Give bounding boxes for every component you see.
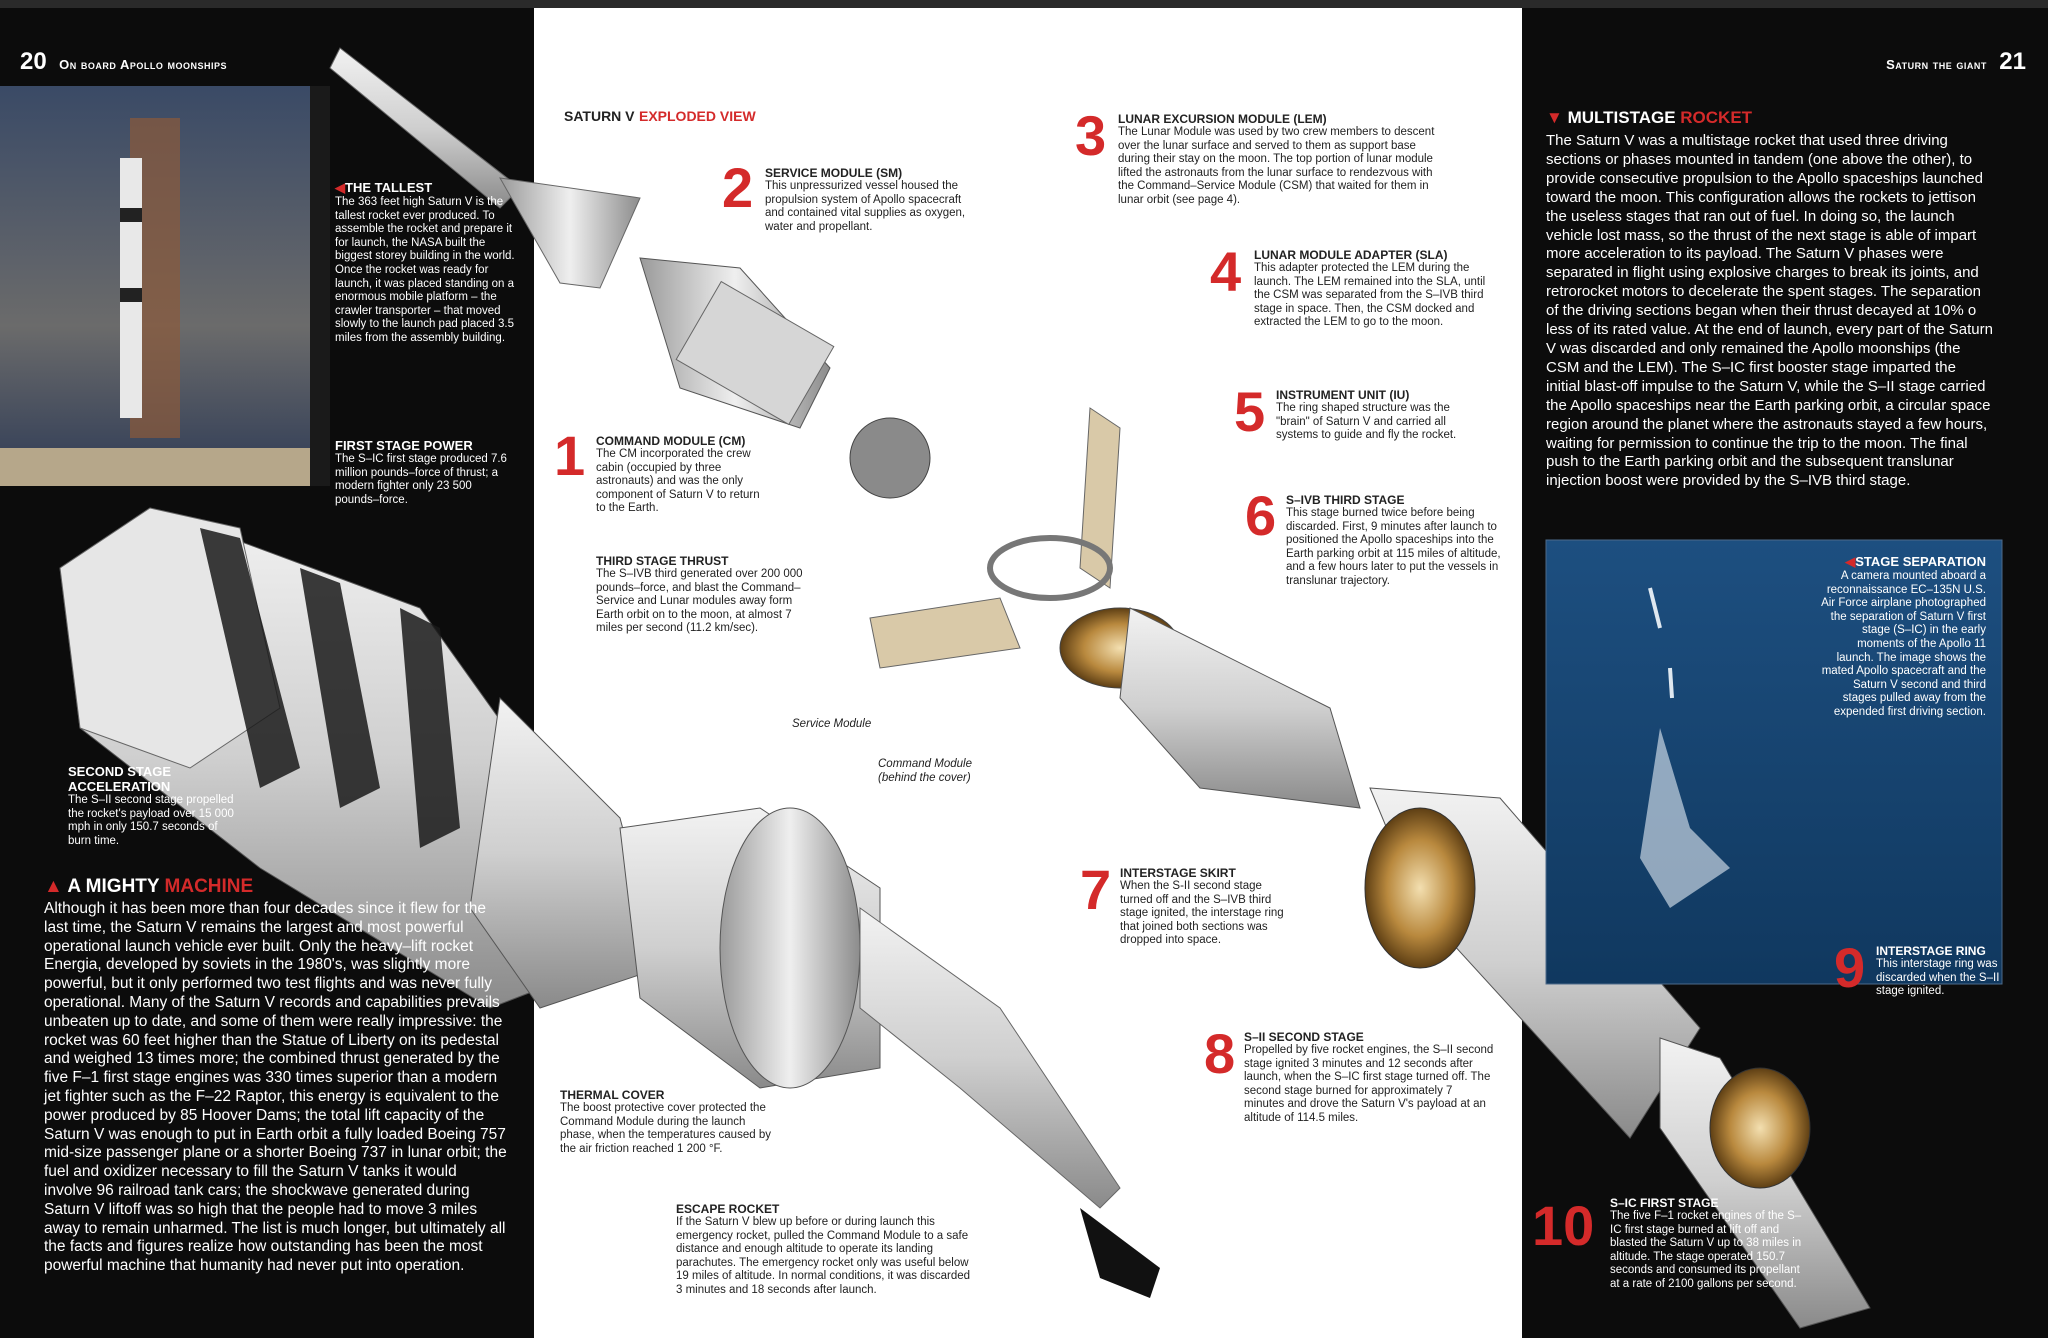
- tallest-box: ◀THE TALLEST The 363 feet high Saturn V is the tallest rocket ever produced. To assemble the rocket and prepare it for launch, the NASA built the biggest storey building in the world. Once the rocket was ready for launch, it was placed standing on a enormous mobile platform – the crawler transporter – that moved slowly to the launch pad placed 3.5 miles from the assembly building.: [335, 180, 519, 346]
- callout-5-text: The ring shaped structure was the "brain" of Saturn V and carried all systems to guide and fly the rocket.: [1276, 402, 1457, 442]
- callout-second-stage: [1244, 1030, 1494, 1126]
- exploded-heading-black: SATURN V: [564, 108, 635, 124]
- callout-7-text: When the S-II second stage turned off and the S–IVB third stage ignited, the interstage ring that joined both sections was dropped into space.: [1120, 880, 1284, 947]
- escape-rocket-heading: ESCAPE ROCKET: [676, 1202, 780, 1216]
- multistage-heading-white: MULTISTAGE: [1567, 108, 1676, 127]
- mighty-machine-heading-white: A MIGHTY: [67, 876, 160, 897]
- callout-4-heading: LUNAR MODULE ADAPTER (SLA): [1254, 248, 1448, 262]
- exploded-view-heading: [564, 108, 756, 126]
- callout-interstage-skirt: [1120, 866, 1290, 948]
- exploded-heading-red: EXPLODED VIEW: [638, 108, 756, 124]
- stage-separation-heading: STAGE SEPARATION: [1855, 554, 1986, 569]
- callout-instrument-unit: [1276, 388, 1486, 443]
- callout-lunar-module-adapter: [1254, 248, 1500, 330]
- second-stage-acceleration-heading: SECOND STAGE ACCELERATION: [68, 764, 172, 794]
- third-stage-thrust-text: The S–IVB third generated over 200 000 pounds–force, and blast the Command–Service and Lunar modules away form Earth orbit on to the moon, at almost 7 miles per second (11.2 km/sec).: [596, 568, 803, 635]
- mighty-machine-box: ▲ A MIGHTY MACHINE Although it has been more than four decades since it flew for the last time, the Saturn V remains the largest and most powerful operational launch vehicle ever built. Only the heavy–lift rocket Energia, developed by soviets in the 1980's, was slightly more powerful, but it only performed two test flights and was never fully operational. Many of the Saturn V records and capabilities prevails unbeaten up to date, and some of them were really impressive: the rocket was 60 feet higher than the Statue of Liberty on its pedestal and weighed 13 times more; the combined thrust generated by the five F–1 first stage engines was 330 times superior than a modern jet fighter such as the F–22 Raptor, this energy is equivalent to the power produced by 85 Hoover Dams; the total lift capacity of the Saturn V was enough to put in Earth orbit a fully loaded Boeing 757 mid-size passenger plane or a shorter Boeing 737 in lunar orbit; the fuel and oxidizer necessary to fill the Saturn V tanks it would involve 96 railroad tank cars; the shockwave generated during Saturn V liftoff was so high that the people had to move 3 miles away to remain unharmed. The list is much longer, but ultimately all the facts and figures realize how outstanding has been the most powerful machine that humanity had never put into operation.: [44, 876, 507, 1275]
- tallest-heading: THE TALLEST: [345, 180, 433, 195]
- callout-number-8: 8: [1204, 1022, 1236, 1085]
- mighty-machine-heading-red: MACHINE: [164, 876, 254, 897]
- top-bar: [0, 0, 2048, 8]
- callout-2-heading: SERVICE MODULE (SM): [765, 166, 903, 180]
- multistage-box: ▼ MULTISTAGE ROCKET The Saturn V was a multistage rocket that used three driving sections or phases mounted in tandem (one above the other), to provide consecutive propulsion to the Apollo spaceships launched toward the moon. This configuration allows the rockets to jettison the useless stages that ran out of fuel. In doing so, the launch vehicle lost mass, so the thrust of the next stage is able of impart more acceleration to its payload. The Saturn V phases were separated in flight using explosive charges to break its joints, and retrorocket motors to decelerate the spent stages. The separation of the driving sections began when their thrust decayed at 10% o less of its rated value. At the end of launch, every part of the Saturn V was discarded and only remained the Apollo moonships (the CSM and the LEM). The S–IC first booster stage imparted the initial blast-off impulse to the Saturn V, while the S–II stage carried the Apollo spaceships near the Earth parking orbit, a circular space region around the planet where the astronauts stayed a few hours, waiting for permission to continue the trip to the moon. The final push to the Earth parking orbit and the subsequent translunar injection boost were provided by the S–IVB third stage.: [1546, 108, 1993, 490]
- second-stage-acceleration-text: The S–II second stage propelled the rocket's payload over 15 000 mph in only 150.7 seconds of burn time.: [68, 794, 234, 847]
- callout-7-heading: INTERSTAGE SKIRT: [1120, 866, 1236, 880]
- callout-1-text: The CM incorporated the crew cabin (occupied by three astronauts) and was the only component of Saturn V to return to the Earth.: [596, 448, 760, 515]
- first-stage-power-box: [335, 438, 519, 507]
- stage-separation-text: A camera mounted aboard a reconnaissance EC–135N U.S. Air Force airplane photographed the separation of Saturn V first stage (S–IC) in the early moments of the Apollo 11 launch. The image shows the mated Apollo spacecraft and the Saturn V second and third stages pulled away from the expended first driving section.: [1821, 570, 1986, 718]
- thermal-cover-heading: THERMAL COVER: [560, 1088, 665, 1102]
- callout-number-5: 5: [1234, 380, 1266, 443]
- callout-third-stage: [1286, 493, 1506, 589]
- callout-number-10: 10: [1532, 1194, 1595, 1257]
- callout-10-text: The five F–1 rocket engines of the S–IC first stage burned at lift off and blasted the Saturn V up to 38 miles in altitude. The stage operated 150.7 seconds and consumed its propellant at a rate of 2100 gallons per second.: [1610, 1210, 1802, 1290]
- callout-4-text: This adapter protected the LEM during the launch. The LEM remained into the SLA, until the CSM was separated from the S–IVB third stage in space. Then, the CSM docked and extracted the LEM to go to the moon.: [1254, 262, 1486, 329]
- callout-9-text: This interstage ring was discarded when the S–II stage ignited.: [1876, 958, 2000, 998]
- callout-8-text: Propelled by five rocket engines, the S–II second stage ignited 3 minutes and 12 seconds after launch, when the S–IC first stage turned off. The second stage burned for approximately 7 minutes and drove the Saturn V's payload at an altitude of 114.5 miles.: [1244, 1044, 1494, 1124]
- page-number-right: 21: [1999, 48, 2026, 75]
- callout-first-stage: [1610, 1196, 1810, 1292]
- label-service-module: Service Module: [792, 718, 872, 730]
- thermal-cover-text: The boost protective cover protected the Command Module during the launch phase, when the temperatures caused by the air friction reached 1 200 °F.: [560, 1102, 771, 1155]
- callout-1-heading: COMMAND MODULE (CM): [596, 434, 746, 448]
- assembly-photo: [0, 86, 330, 486]
- tallest-text: The 363 feet high Saturn V is the tallest rocket ever produced. To assemble the rocket and prepare it for launch, the NASA built the biggest storey building in the world. Once the rocket was ready for launch, it was placed standing on a enormous mobile platform – the crawler transporter – that moved slowly to the launch pad placed 3.5 miles from the assembly building.: [335, 196, 515, 344]
- callout-8-heading: S–II SECOND STAGE: [1244, 1030, 1364, 1044]
- first-stage-power-text: The S–IC first stage produced 7.6 million pounds–force of thrust; a modern fighter only 23 500 pounds–force.: [335, 453, 507, 506]
- callout-6-text: This stage burned twice before being discarded. First, 9 minutes after launch to positioned the Apollo spaceships into the Earth parking orbit at 115 miles of altitude, and a few hours later to put the vessels in translunar trajectory.: [1286, 507, 1501, 587]
- left-folio: [20, 48, 227, 76]
- page-number-left: 20: [20, 48, 47, 75]
- thermal-cover-box: [560, 1088, 780, 1156]
- callout-3-heading: LUNAR EXCURSION MODULE (LEM): [1118, 112, 1327, 126]
- callout-number-3: 3: [1075, 104, 1107, 167]
- callout-command-module: [596, 434, 766, 516]
- multistage-heading-red: ROCKET: [1680, 108, 1753, 127]
- mighty-machine-text: Although it has been more than four decades since it flew for the last time, the Saturn V remains the largest and most powerful operational launch vehicle ever built. Only the heavy–lift rocket Energia, developed by soviets in the 1980's, was slightly more powerful, but it only performed two test flights and was never fully operational. Many of the Saturn V records and capabilities prevails unbeaten up to date, and some of them were really impressive: the rocket was 60 feet higher than the Statue of Liberty on its pedestal and weighed 13 times more; the combined thrust generated by the five F–1 first stage engines was 330 times superior than a modern jet fighter such as the F–22 Raptor, this energy is equivalent to the power produced by 85 Hoover Dams; the total lift capacity of the Saturn V was enough to put in Earth orbit a fully loaded Boeing 757 mid-size passenger plane or a shorter Boeing 737 in lunar orbit; the fuel and oxidizer necessary to fill the Saturn V tanks it would involve 96 railroad tank cars; the shockwave generated during Saturn V liftoff was so high that the people had to move 3 miles away to remain unharmed. The list is much longer, but ultimately all the facts and figures realize how outstanding has been the most powerful machine that humanity had never put into operation.: [44, 900, 507, 1275]
- multistage-text: The Saturn V was a multistage rocket that used three driving sections or phases mounted in tandem (one above the other), to provide consecutive propulsion to the Apollo spaceships launched toward the moon. This configuration allows the rockets to jettison the useless stages that ran out of fuel. In doing so, the launch vehicle lost mass, so the thrust of the next stage is able of impart more acceleration to its payload. The Saturn V phases were separated in flight using explosive charges to break its joints, and retrorocket motors to decelerate the spent stages. The separation of the driving sections began when their thrust decayed at 10% o less of its rated value. At the end of launch, every part of the Saturn V was discarded and only remained the Apollo moonships (the CSM and the LEM). The S–IC first booster stage imparted the initial blast-off impulse to the Saturn V, while the S–II stage carried the Apollo spaceships near the Earth parking orbit, a circular space region around the planet where the astronauts stayed a few hours, waiting for permission to continue the trip to the moon. The final push to the Earth parking orbit and the subsequent translunar injection boost were provided by the S–IVB third stage.: [1546, 132, 1993, 490]
- callout-number-2: 2: [722, 156, 754, 219]
- callout-number-9: 9: [1834, 936, 1866, 999]
- second-stage-acceleration-box: [68, 764, 238, 848]
- callout-lunar-module: [1118, 112, 1448, 208]
- callout-service-module: [765, 166, 975, 234]
- magazine-spread: [0, 8, 2048, 1338]
- callout-number-4: 4: [1210, 240, 1242, 303]
- stage-separation-box: ◀STAGE SEPARATION A camera mounted aboard a reconnaissance EC–135N U.S. Air Force airplane photographed the separation of Saturn V first stage (S–IC) in the early moments of the Apollo 11 launch. The image shows the mated Apollo spacecraft and the Saturn V second and third stages pulled away from the expended first driving section.: [1821, 554, 1986, 718]
- third-stage-thrust-heading: THIRD STAGE THRUST: [596, 554, 729, 568]
- callout-number-6: 6: [1245, 484, 1277, 547]
- right-folio: [1886, 48, 2026, 76]
- callout-number-1: 1: [554, 424, 586, 487]
- callout-6-heading: S–IVB THIRD STAGE: [1286, 493, 1405, 507]
- label-command-module: Command Module (behind the cover): [878, 758, 972, 784]
- callout-9-heading: INTERSTAGE RING: [1876, 944, 1986, 958]
- callout-interstage-ring: [1876, 944, 2026, 999]
- callout-5-heading: INSTRUMENT UNIT (IU): [1276, 388, 1410, 402]
- third-stage-thrust-box: [596, 554, 816, 636]
- callout-3-text: The Lunar Module was used by two crew members to descent over the lunar surface and served to them as support base during their stay on the moon. The top portion of lunar module lifted the astronauts from the lunar surface to rendezvous with the Command–Service Module (CSM) that waited for them in lunar orbit (see page 4).: [1118, 126, 1435, 206]
- first-stage-power-heading: FIRST STAGE POWER: [335, 438, 473, 453]
- escape-rocket-text: If the Saturn V blew up before or during launch this emergency rocket, pulled the Command Module to a safe distance and enough altitude to operate its landing parachutes. The emergency rocket only was useful below 19 miles of altitude. In normal conditions, it was discarded 3 minutes and 18 seconds after launch.: [676, 1216, 971, 1296]
- running-title-left: On board Apollo moonships: [59, 57, 228, 72]
- callout-2-text: This unpressurized vessel housed the propulsion system of Apollo spacecraft and contained vital supplies as oxygen, water and propellant.: [765, 180, 966, 233]
- escape-rocket-box: [676, 1202, 976, 1298]
- callout-number-7: 7: [1080, 858, 1112, 921]
- callout-10-heading: S–IC FIRST STAGE: [1610, 1196, 1719, 1210]
- running-title-right: Saturn the giant: [1886, 57, 1987, 72]
